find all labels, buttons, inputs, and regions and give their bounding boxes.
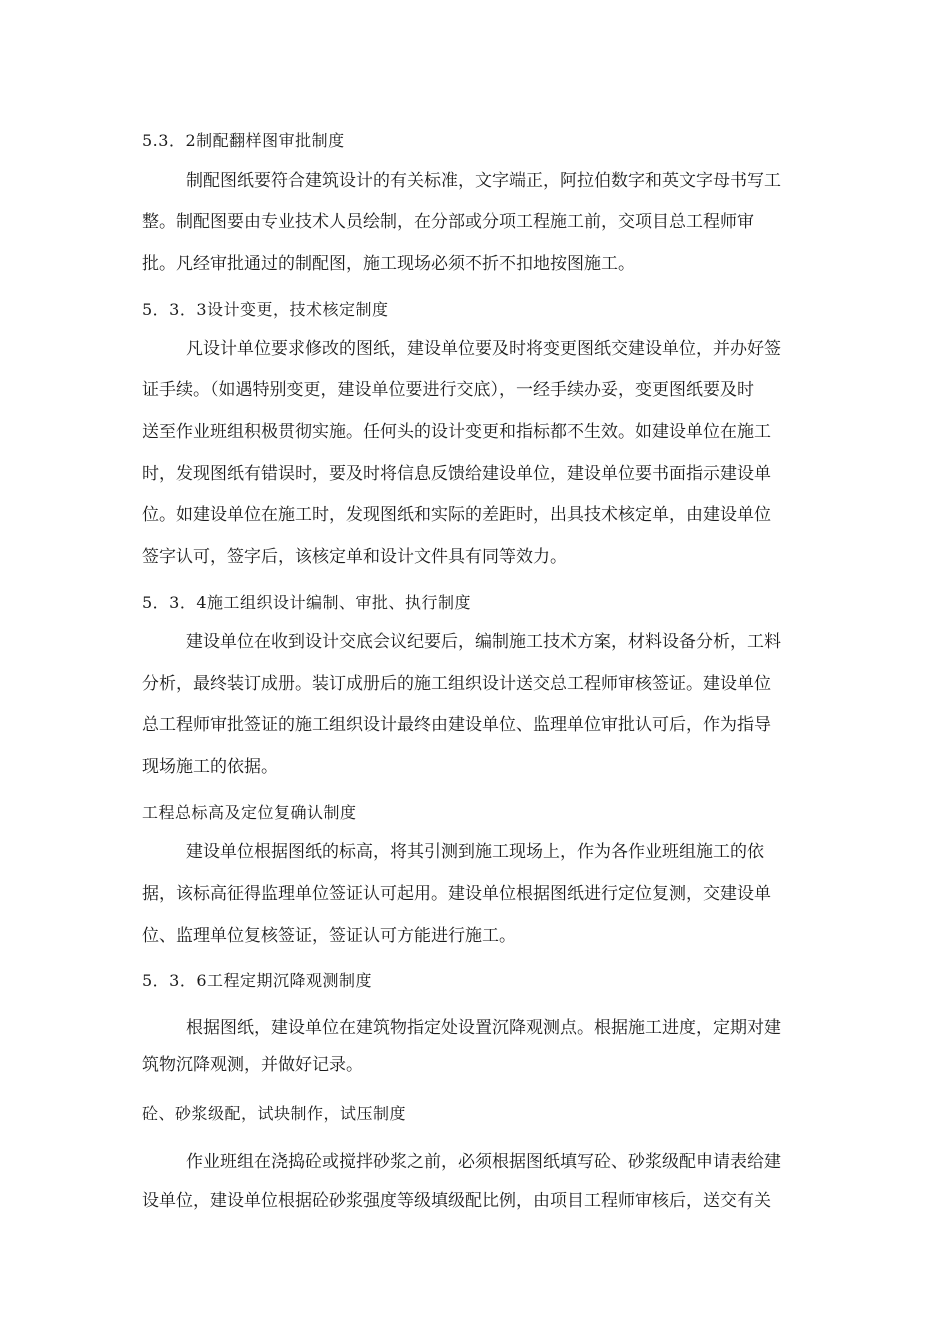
paragraph-line: 根据图纸，建设单位在建筑物指定处设置沉降观测点。根据施工进度，定期对建 — [186, 1018, 781, 1038]
section-heading: 5．3．4施工组织设计编制、审批、执行制度 — [142, 593, 472, 612]
section-heading: 5．3．3设计变更，技术核定制度 — [142, 300, 389, 319]
paragraph-line: 位、监理单位复核签证，签证认可方能进行施工。 — [142, 926, 516, 946]
paragraph-line: 时，发现图纸有错误时，要及时将信息反馈给建设单位，建设单位要书面指示建设单 — [142, 464, 771, 484]
paragraph-line: 送至作业班组积极贯彻实施。任何头的设计变更和指标都不生效。如建设单位在施工 — [142, 422, 771, 442]
section-heading: 5.3．2制配翻样图审批制度 — [142, 131, 345, 150]
section-heading: 砼、砂浆级配，试块制作，试压制度 — [142, 1104, 407, 1123]
paragraph-line: 分析，最终装订成册。装订成册后的施工组织设计送交总工程师审核签证。建设单位 — [142, 674, 771, 694]
paragraph-line: 批。凡经审批通过的制配图，施工现场必须不折不扣地按图施工。 — [142, 254, 635, 274]
paragraph-line: 现场施工的依据。 — [142, 757, 278, 777]
paragraph-line: 位。如建设单位在施工时，发现图纸和实际的差距时，出具技术核定单，由建设单位 — [142, 505, 771, 525]
paragraph-line: 总工程师审批签证的施工组织设计最终由建设单位、监理单位审批认可后，作为指导 — [142, 715, 771, 735]
section-heading: 工程总标高及定位复确认制度 — [142, 803, 357, 822]
paragraph-line: 作业班组在浇捣砼或搅拌砂浆之前，必须根据图纸填写砼、砂浆级配申请表给建 — [186, 1152, 781, 1172]
paragraph-line: 筑物沉降观测，并做好记录。 — [142, 1055, 363, 1075]
section-heading: 5．3．6工程定期沉降观测制度 — [142, 971, 373, 990]
paragraph-line: 凡设计单位要求修改的图纸，建设单位要及时将变更图纸交建设单位，并办好签 — [186, 339, 781, 359]
paragraph-line: 设单位，建设单位根据砼砂浆强度等级填级配比例，由项目工程师审核后，送交有关 — [142, 1191, 771, 1211]
paragraph-line: 证手续。（如遇特别变更，建设单位要进行交底），一经手续办妥，变更图纸要及时 — [142, 380, 754, 400]
paragraph-line: 建设单位在收到设计交底会议纪要后，编制施工技术方案，材料设备分析，工料 — [186, 632, 781, 652]
paragraph-line: 据，该标高征得监理单位签证认可起用。建设单位根据图纸进行定位复测，交建设单 — [142, 884, 771, 904]
paragraph-line: 制配图纸要符合建筑设计的有关标准，文字端正，阿拉伯数字和英文字母书写工 — [186, 171, 781, 191]
paragraph-line: 签字认可，签字后，该核定单和设计文件具有同等效力。 — [142, 547, 567, 567]
paragraph-line: 建设单位根据图纸的标高，将其引测到施工现场上，作为各作业班组施工的依 — [186, 842, 764, 862]
paragraph-line: 整。制配图要由专业技术人员绘制，在分部或分项工程施工前，交项目总工程师审 — [142, 212, 754, 232]
